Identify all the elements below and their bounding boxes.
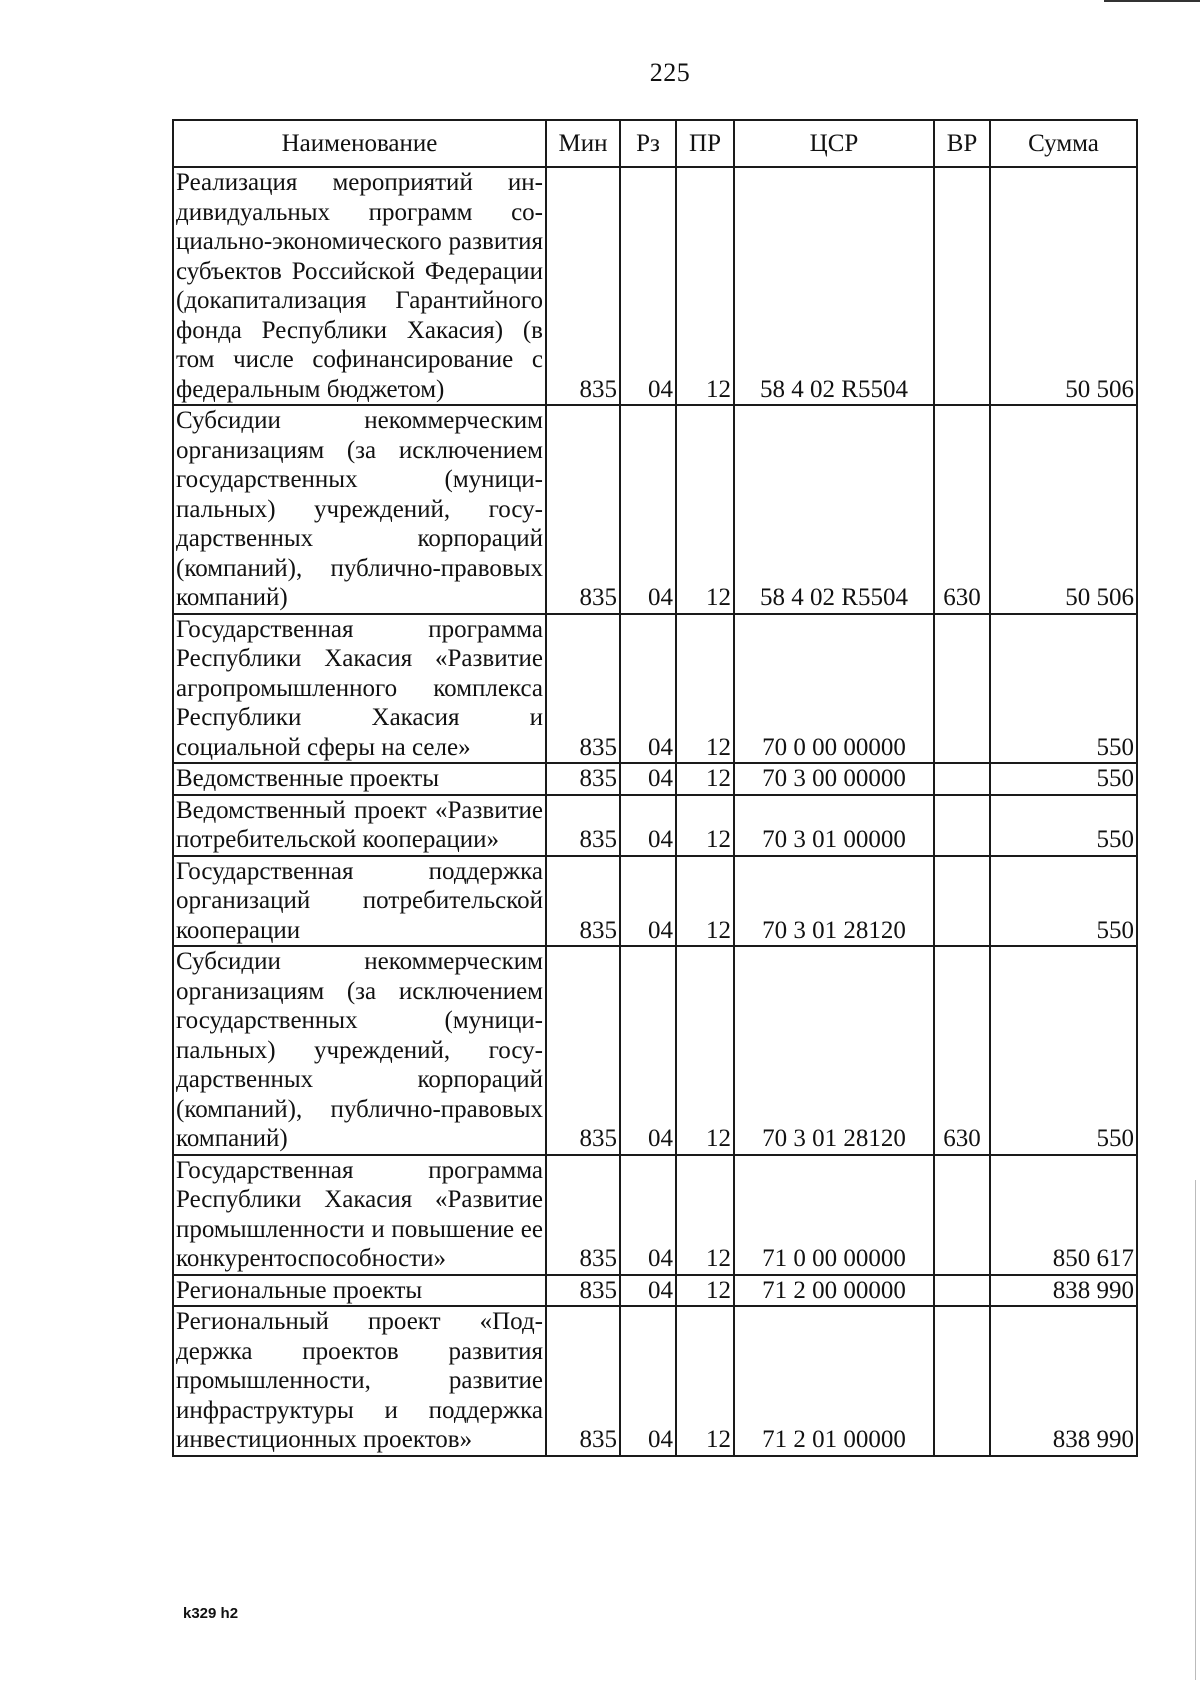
row-csr: 70 3 01 28120 [734, 856, 934, 947]
row-min: 835 [546, 1306, 620, 1456]
row-name: Субсидии некоммерческим организациям (за исключением государственных (муниципальных) учреждений, государственных корпораций (компаний), публично-правовых компаний) [173, 405, 546, 614]
table-row [173, 1275, 1137, 1307]
row-name: Государственная программа Республики Хакасия «Развитие промышленности и повышение ее конкурентоспособности» [173, 1155, 546, 1275]
table-header-row [173, 120, 1137, 167]
row-sum: 850 617 [990, 1155, 1137, 1275]
header-rz: Рз [620, 120, 676, 167]
row-rz: 04 [620, 946, 676, 1155]
row-csr: 70 0 00 00000 [734, 614, 934, 764]
row-csr: 71 2 01 00000 [734, 1306, 934, 1456]
table-row [173, 405, 1137, 614]
row-vr [934, 856, 990, 947]
row-rz: 04 [620, 614, 676, 764]
row-pr: 12 [676, 946, 734, 1155]
table-row [173, 763, 1137, 795]
row-sum: 838 990 [990, 1275, 1137, 1307]
row-sum: 550 [990, 763, 1137, 795]
row-min: 835 [546, 614, 620, 764]
row-vr [934, 614, 990, 764]
row-name: Региональный проект «Поддержка проектов развития промышленности, развитие инфраструктуры и поддержка инвестиционных проектов» [173, 1306, 546, 1456]
row-min: 835 [546, 167, 620, 405]
row-rz: 04 [620, 1275, 676, 1307]
row-pr: 12 [676, 763, 734, 795]
table-row [173, 856, 1137, 947]
row-rz: 04 [620, 795, 676, 856]
row-name: Субсидии некоммерческим организациям (за исключением государственных (муниципальных) учреждений, государственных корпораций (компаний), публично-правовых компаний) [173, 946, 546, 1155]
row-pr: 12 [676, 1155, 734, 1275]
row-pr: 12 [676, 1306, 734, 1456]
row-min: 835 [546, 856, 620, 947]
row-pr: 12 [676, 1275, 734, 1307]
row-pr: 12 [676, 167, 734, 405]
row-rz: 04 [620, 856, 676, 947]
table-row [173, 167, 1137, 405]
row-sum: 550 [990, 856, 1137, 947]
row-name: Ведомственный проект «Развитие потребительской кооперации» [173, 795, 546, 856]
row-sum: 550 [990, 946, 1137, 1155]
row-rz: 04 [620, 167, 676, 405]
row-pr: 12 [676, 795, 734, 856]
header-vr: ВР [934, 120, 990, 167]
row-csr: 70 3 01 00000 [734, 795, 934, 856]
row-csr: 70 3 01 28120 [734, 946, 934, 1155]
scan-edge-line [1104, 0, 1200, 2]
row-vr: 630 [934, 405, 990, 614]
row-min: 835 [546, 946, 620, 1155]
row-name: Региональные проекты [173, 1275, 546, 1307]
row-rz: 04 [620, 1306, 676, 1456]
row-pr: 12 [676, 614, 734, 764]
row-name: Государственная программа Республики Хакасия «Развитие агропромышленного комплекса Республики Хакасия и социальной сферы на селе» [173, 614, 546, 764]
row-vr [934, 1155, 990, 1275]
row-name: Ведомственные проекты [173, 763, 546, 795]
row-sum: 50 506 [990, 405, 1137, 614]
scan-edge-line [1195, 1180, 1196, 1680]
row-csr: 71 0 00 00000 [734, 1155, 934, 1275]
row-min: 835 [546, 763, 620, 795]
table-row [173, 1306, 1137, 1456]
row-vr [934, 1306, 990, 1456]
row-pr: 12 [676, 856, 734, 947]
row-sum: 50 506 [990, 167, 1137, 405]
header-pr: ПР [676, 120, 734, 167]
row-sum: 838 990 [990, 1306, 1137, 1456]
row-min: 835 [546, 1155, 620, 1275]
header-min: Мин [546, 120, 620, 167]
row-csr: 58 4 02 R5504 [734, 167, 934, 405]
budget-table [172, 119, 1138, 1457]
footer-code: k329 h2 [183, 1605, 239, 1622]
row-vr [934, 763, 990, 795]
header-sum: Сумма [990, 120, 1137, 167]
row-sum: 550 [990, 614, 1137, 764]
row-vr: 630 [934, 946, 990, 1155]
page-number: 225 [649, 58, 691, 87]
header-csr: ЦСР [734, 120, 934, 167]
row-csr: 71 2 00 00000 [734, 1275, 934, 1307]
table-row [173, 614, 1137, 764]
row-pr: 12 [676, 405, 734, 614]
row-rz: 04 [620, 405, 676, 614]
table-row [173, 1155, 1137, 1275]
row-rz: 04 [620, 763, 676, 795]
row-rz: 04 [620, 1155, 676, 1275]
row-name: Реализация мероприятий индивидуальных программ социально-экономического развития субъектов Российской Федерации (докапитализация Гарантийного фонда Республики Хакасия) (в том числе софинансирование с федеральным бюджетом) [173, 167, 546, 405]
row-csr: 58 4 02 R5504 [734, 405, 934, 614]
table-row [173, 946, 1137, 1155]
row-vr [934, 1275, 990, 1307]
row-min: 835 [546, 1275, 620, 1307]
row-min: 835 [546, 795, 620, 856]
row-vr [934, 795, 990, 856]
header-name: Наименование [173, 120, 546, 167]
row-sum: 550 [990, 795, 1137, 856]
row-vr [934, 167, 990, 405]
row-name: Государственная поддержка организаций потребительской кооперации [173, 856, 546, 947]
row-min: 835 [546, 405, 620, 614]
row-csr: 70 3 00 00000 [734, 763, 934, 795]
table-row [173, 795, 1137, 856]
